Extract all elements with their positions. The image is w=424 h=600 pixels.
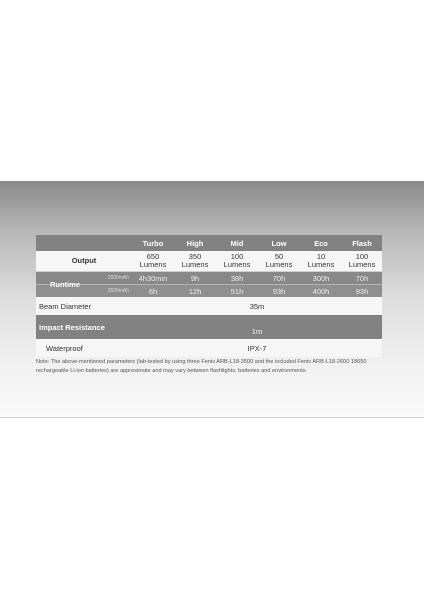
- runtime-3500-mid: 51h: [216, 285, 258, 298]
- header-row: [36, 235, 382, 251]
- runtime-2600-eco: 300h: [300, 272, 342, 285]
- runtime-row-3500: [36, 285, 382, 298]
- runtime-2600-low: 70h: [258, 272, 300, 285]
- runtime-3500-low: 93h: [258, 285, 300, 298]
- output-turbo: 650 Lumens: [132, 251, 174, 272]
- header-high: High: [174, 235, 216, 251]
- runtime-battery-3500: 3500mAh: [107, 288, 129, 294]
- runtime-2600-turbo: 4h30min: [132, 272, 174, 285]
- runtime-label-cell: [36, 272, 132, 289]
- header-low: Low: [258, 235, 300, 251]
- runtime-2600-high: 9h: [174, 272, 216, 285]
- runtime-battery-2600: 2600mAh: [107, 275, 129, 281]
- runtime-3500-eco: 400h: [300, 285, 342, 298]
- runtime-2600-mid: 38h: [216, 272, 258, 285]
- output-label: Output: [36, 251, 132, 272]
- impact-row: [36, 315, 382, 339]
- impact-label: Impact Resistance: [36, 315, 132, 339]
- runtime-3500-turbo: 6h: [132, 285, 174, 298]
- header-flash: Flash: [342, 235, 382, 251]
- footnote: Note: The above-mentioned parameters (lab-tested by using three Fenix ARB-L18-3500 and the included Fenix ARB-L18-2600 18650 rechargeable Li-ion batteries) are approximate and may vary between flashlights, batteries and environments.: [36, 359, 367, 374]
- impact-value: 1m: [132, 315, 382, 339]
- waterproof-value: IPX-7: [132, 339, 382, 357]
- output-mid: 100 Lumens: [216, 251, 258, 272]
- output-eco: 10 Lumens: [300, 251, 342, 272]
- output-row: [36, 251, 382, 272]
- header-blank: [36, 235, 132, 251]
- runtime-2600-flash: 70h: [342, 272, 382, 285]
- header-turbo: Turbo: [132, 235, 174, 251]
- output-low: 50 Lumens: [258, 251, 300, 272]
- spec-table: [36, 235, 382, 357]
- output-flash: 100 Lumens: [342, 251, 382, 272]
- runtime-row-2600: [36, 272, 382, 285]
- beam-row: [36, 297, 382, 315]
- runtime-label: Runtime: [50, 280, 80, 289]
- waterproof-label: Waterproof: [36, 339, 132, 357]
- beam-label: Beam Diameter: [36, 297, 132, 315]
- header-mid: Mid: [216, 235, 258, 251]
- band-divider: [0, 417, 424, 418]
- waterproof-row: [36, 339, 382, 357]
- output-high: 350 Lumens: [174, 251, 216, 272]
- beam-value: 35m: [132, 297, 382, 315]
- runtime-3500-flash: 93h: [342, 285, 382, 298]
- runtime-3500-high: 12h: [174, 285, 216, 298]
- header-eco: Eco: [300, 235, 342, 251]
